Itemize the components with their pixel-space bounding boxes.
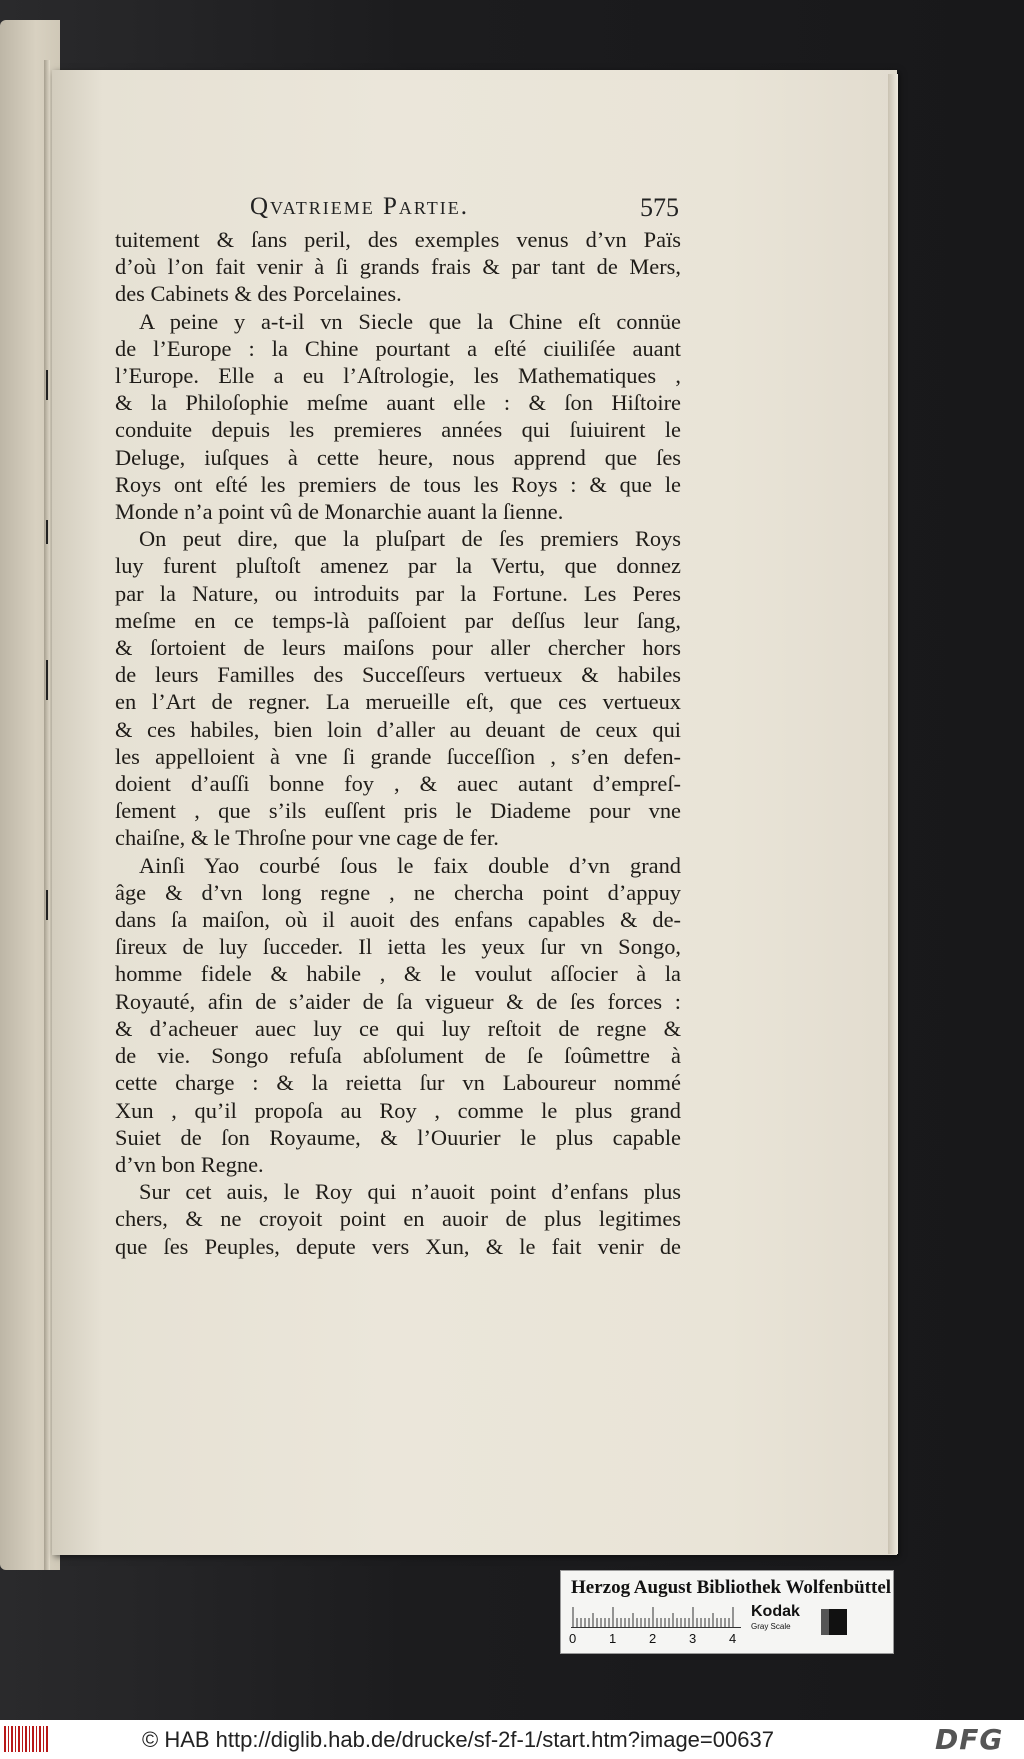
text-line: & ces habiles, bien loin d’aller au deuant de ceux qui	[115, 716, 681, 742]
running-head	[250, 193, 700, 227]
library-scan-card	[560, 1570, 894, 1654]
margin-mark	[46, 370, 48, 400]
text-line: les appelloient à vne ſi grande ſucceſſion , s’en defen-	[115, 743, 681, 769]
text-line: ſement , que s’ils euſſent pris le Diademe pour vne	[115, 798, 681, 824]
text-line: A peine y a-t-il vn Siecle que la Chine eſt connüe	[139, 308, 681, 334]
library-card-title: Herzog August Bibliothek Wolfenbüttel	[571, 1577, 892, 1598]
text-line: Sur cet auis, le Roy qui n’auoit point d’enfans plus	[139, 1179, 681, 1205]
paragraph	[115, 852, 681, 1178]
text-line: dans ſa maiſon, où il auoit des enfans capables & de-	[115, 907, 681, 933]
running-head-title: Qvatrieme Partie.	[250, 193, 470, 220]
text-line: des Cabinets & des Porcelaines.	[115, 281, 402, 307]
dfg-logo: DFG	[935, 1723, 1004, 1756]
text-line: âge & d’vn long regne , ne chercha point d’appuy	[115, 879, 681, 905]
footer-credit-link[interactable]: © HAB http://diglib.hab.de/drucke/sf-2f-1/start.htm?image=00637	[142, 1727, 774, 1752]
gray-swatch	[821, 1609, 847, 1635]
text-line: & ſortoient de leurs maiſons pour aller chercher hors	[115, 635, 681, 661]
margin-mark	[46, 890, 48, 920]
text-line: doient d’auſſi bonne foy , & auec autant d’empreſ-	[115, 771, 681, 797]
binding-shadow	[44, 60, 50, 1570]
ruler-label: 2	[649, 1631, 657, 1646]
text-line: Roys ont eſté les premiers de tous les Roys : & que le	[115, 471, 681, 497]
previous-page-edge	[0, 20, 60, 1570]
text-line: chaiſne, & le Throſne pour vne cage de fer.	[115, 825, 499, 851]
paragraph	[115, 226, 681, 308]
kodak-label	[751, 1603, 800, 1631]
text-line: conduite depuis les premieres années qui ſuiuirent le	[115, 417, 681, 443]
text-line: de leurs Familles des Succeſſeurs vertueux & habiles	[115, 662, 681, 688]
text-line: meſme en ce temps-là paſſoient par deſſus leur ſang,	[115, 607, 681, 633]
body-text	[115, 226, 681, 1260]
text-line: de l’Europe : la Chine pourtant a eſté ciuiliſée auant	[115, 335, 681, 361]
paragraph	[115, 308, 681, 526]
ruler-label: 4	[729, 1631, 737, 1646]
text-line: que ſes Peuples, depute vers Xun, & le fait venir de	[115, 1233, 681, 1259]
ruler-label: 3	[689, 1631, 697, 1646]
text-line: l’Europe. Elle a eu l’Aſtrologie, les Mathematiques ,	[115, 363, 681, 389]
text-line: ſireux de luy ſucceder. Il ietta les yeux ſur vn Songo,	[115, 934, 681, 960]
text-line: Royauté, afin de s’aider de ſa vigueur & de ſes forces :	[115, 988, 681, 1014]
ruler-label: 0	[569, 1631, 577, 1646]
text-line: & d’acheuer auec luy ce qui luy reſtoit de regne &	[115, 1015, 681, 1041]
barcode-icon	[4, 1726, 48, 1752]
ruler-ticks	[571, 1605, 741, 1627]
text-line: Xun , qu’il propoſa au Roy , comme le plus grand	[115, 1097, 681, 1123]
kodak-gray-scale: Gray Scale	[751, 1622, 791, 1631]
text-line: Monde n’a point vû de Monarchie auant la ſienne.	[115, 499, 564, 525]
page-number: 575	[640, 193, 679, 222]
text-line: Suiet de ſon Royaume, & l’Ouurier le plus capable	[115, 1124, 681, 1150]
text-line: cette charge : & la reietta ſur vn Laboureur nommé	[115, 1070, 681, 1096]
text-line: luy furent pluſtoſt amenez par la Vertu, que donnez	[115, 553, 681, 579]
text-line: chers, & ne croyoit point en auoir de plus legitimes	[115, 1206, 681, 1232]
text-line: Ainſi Yao courbé ſous le faix double d’vn grand	[139, 852, 681, 878]
text-line: & la Philoſophie meſme auant elle : & ſon Hiſtoire	[115, 390, 681, 416]
ruler-labels	[569, 1631, 739, 1649]
text-line: par la Nature, ou introduits par la Fortune. Les Peres	[115, 580, 681, 606]
text-line: d’vn bon Regne.	[115, 1151, 264, 1177]
ruler-label: 1	[609, 1631, 617, 1646]
page-fore-edge	[888, 74, 898, 1554]
footer-bar	[0, 1720, 1024, 1759]
text-line: de vie. Songo refuſa abſolument de ſe ſoûmettre à	[115, 1043, 681, 1069]
text-line: On peut dire, que la pluſpart de ſes premiers Roys	[139, 526, 681, 552]
paragraph	[115, 1178, 681, 1260]
text-line: d’où l’on fait venir à ſi grands frais & par tant de Mers,	[115, 254, 681, 280]
text-line: tuitement & ſans peril, des exemples venus d’vn Païs	[115, 227, 681, 252]
margin-mark	[46, 660, 48, 700]
text-line: homme fidele & habile , & le voulut aſſocier à la	[115, 961, 681, 987]
text-line: en l’Art de regner. La merueille eſt, que ces vertueux	[115, 689, 681, 715]
margin-mark	[46, 520, 48, 544]
kodak-brand: Kodak	[751, 1603, 800, 1620]
text-line: Deluge, iuſques à cette heure, nous apprend que ſes	[115, 444, 681, 470]
paragraph	[115, 525, 681, 851]
scale-ruler	[571, 1605, 741, 1628]
